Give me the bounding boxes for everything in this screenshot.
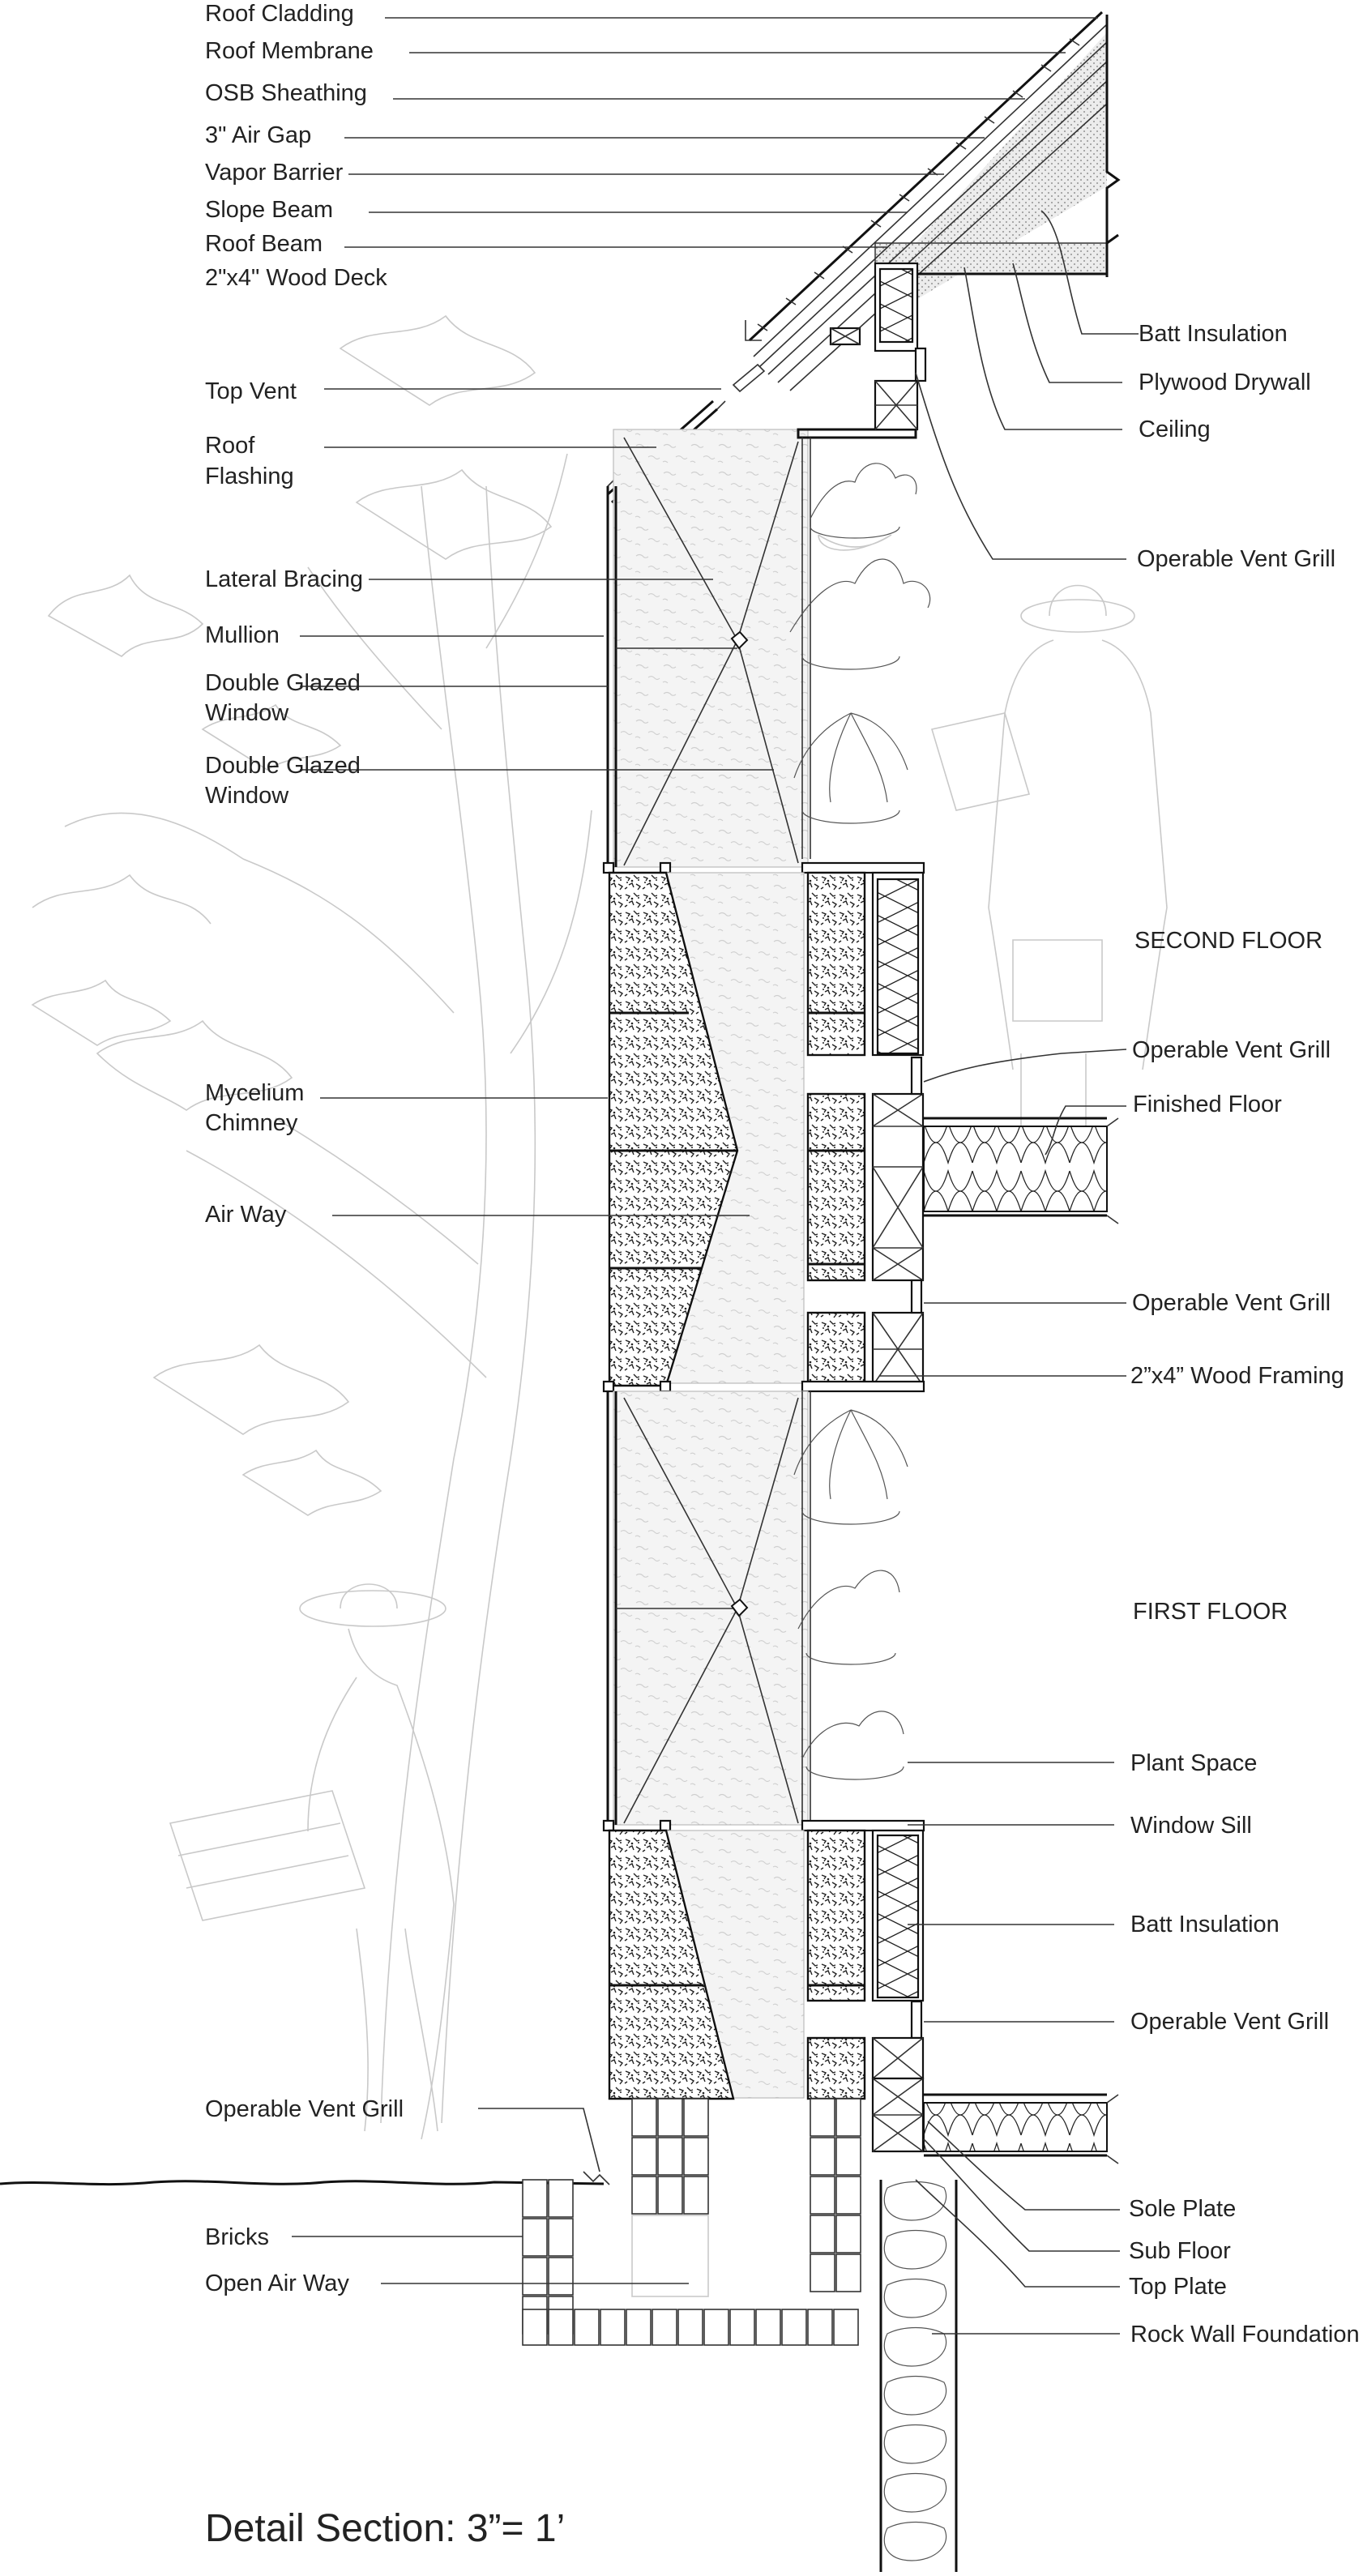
label-top-plate: Top Plate — [1129, 2274, 1227, 2300]
hanging-plants-lower — [794, 1410, 908, 1779]
drawing-title: Detail Section: 3”= 1’ — [205, 2507, 566, 2550]
labels-right — [1129, 321, 1360, 2347]
label-double-glazed-a-line2: Window — [205, 700, 289, 726]
label-mullion: Mullion — [205, 622, 280, 648]
label-operable-vent-grill-3: Operable Vent Grill — [1132, 1290, 1331, 1316]
brick-base-course — [523, 2309, 858, 2345]
label-top-vent: Top Vent — [205, 378, 297, 404]
label-finished-floor: Finished Floor — [1133, 1091, 1282, 1117]
mycelium-chimney-upper — [604, 863, 1118, 1391]
label-sole-plate: Sole Plate — [1129, 2196, 1237, 2222]
rock-wall-foundation-shape — [881, 2180, 956, 2572]
hanging-plants-upper — [790, 464, 930, 823]
label-plywood-drywall: Plywood Drywall — [1139, 370, 1311, 395]
label-rock-wall-foundation: Rock Wall Foundation — [1130, 2322, 1360, 2347]
label-roof-membrane: Roof Membrane — [205, 38, 374, 64]
label-roof-cladding: Roof Cladding — [205, 1, 354, 27]
label-operable-vent-grill-4: Operable Vent Grill — [1130, 2009, 1330, 2035]
label-double-glazed-a-line1: Double Glazed — [205, 670, 361, 696]
label-double-glazed-b-line1: Double Glazed — [205, 753, 361, 779]
label-wood-framing: 2”x4” Wood Framing — [1130, 1363, 1344, 1389]
ground-and-foundation — [0, 2099, 956, 2572]
label-operable-vent-grill-exterior: Operable Vent Grill — [205, 2096, 404, 2122]
label-open-air-way: Open Air Way — [205, 2271, 349, 2296]
label-wood-deck: 2"x4" Wood Deck — [205, 265, 387, 291]
brick-columns — [523, 2099, 861, 2334]
label-roof-beam: Roof Beam — [205, 231, 323, 257]
label-slope-beam: Slope Beam — [205, 197, 333, 223]
label-batt-insulation-wall: Batt Insulation — [1130, 1912, 1280, 1937]
gardener-figure-ground — [170, 1584, 454, 2139]
lower-glazing — [608, 1391, 810, 1825]
labels-left — [205, 1, 404, 2296]
label-operable-vent-grill-2: Operable Vent Grill — [1132, 1037, 1331, 1063]
label-sub-floor: Sub Floor — [1129, 2238, 1231, 2264]
label-operable-vent-grill-1: Operable Vent Grill — [1137, 546, 1336, 572]
label-air-gap: 3" Air Gap — [205, 122, 312, 148]
label-double-glazed-b-line2: Window — [205, 783, 289, 809]
label-ceiling: Ceiling — [1139, 417, 1211, 442]
label-vapor-barrier: Vapor Barrier — [205, 160, 344, 186]
label-mycelium-line2: Chimney — [205, 1110, 298, 1136]
label-lateral-bracing: Lateral Bracing — [205, 566, 364, 592]
label-window-sill: Window Sill — [1130, 1813, 1252, 1839]
upper-glazing — [608, 348, 925, 867]
label-roof-flashing-line2: Flashing — [205, 464, 294, 489]
label-first-floor: FIRST FLOOR — [1133, 1599, 1288, 1625]
label-mycelium-line1: Mycelium — [205, 1080, 305, 1106]
label-batt-insulation-roof: Batt Insulation — [1139, 321, 1288, 347]
label-plant-space: Plant Space — [1130, 1750, 1258, 1776]
label-bricks: Bricks — [205, 2224, 269, 2250]
label-roof-flashing-line1: Roof — [205, 433, 255, 459]
label-air-way: Air Way — [205, 1202, 287, 1228]
label-osb-sheathing: OSB Sheathing — [205, 80, 367, 106]
label-second-floor: SECOND FLOOR — [1134, 928, 1323, 954]
